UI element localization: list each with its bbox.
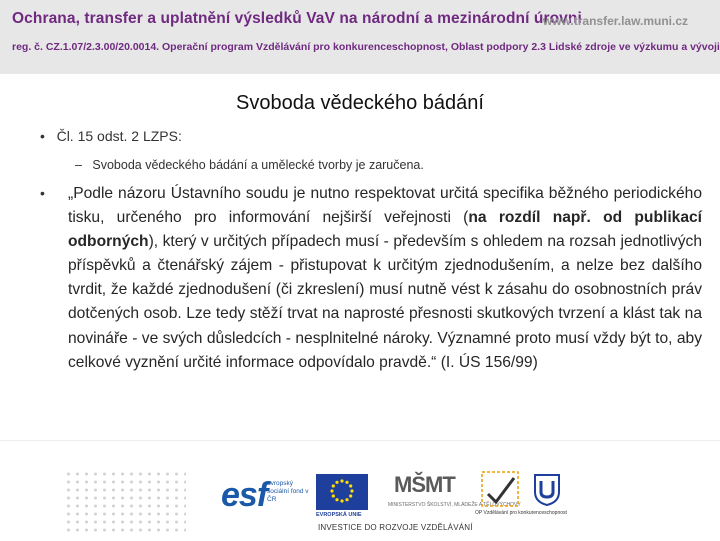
eu-label: EVROPSKÁ UNIE — [316, 512, 362, 518]
eu-stars-icon — [316, 474, 368, 510]
msmt-logo-caption: MINISTERSTVO ŠKOLSTVÍ, MLÁDEŽE A TĚLOVÝCHOVY — [388, 502, 521, 508]
muni-logo-icon — [532, 472, 562, 506]
esf-logo-caption: evropský sociální fond v ČR — [267, 480, 309, 503]
bullet-1-text: Čl. 15 odst. 2 LZPS: — [56, 128, 182, 144]
esf-logo-text: esf — [221, 476, 268, 514]
dash-icon: – — [75, 158, 82, 172]
msmt-logo-text: MŠMT — [394, 472, 455, 497]
bullet-item-1 — [40, 128, 182, 144]
esf-logo — [221, 468, 311, 516]
sub-bullet-1-text: Svoboda vědeckého bádání a umělecké tvorby je zaručena. — [92, 158, 424, 172]
decorative-dots — [64, 470, 186, 532]
investice-slogan: INVESTICE DO ROZVOJE VZDĚLÁVÁNÍ — [318, 523, 473, 532]
quote-part-2: ), který v určitých případech musí - především s ohledem na rozsah jednotlivých příspěvků a čtenářský zájem - přistupovat k určitým zjednodušením, a nelze bez dalšího tvrdit, že každé zjednodušení (či zkreslení) musí nutně vést k zásahu do osobnostních práv dotčených osob. Lze tedy stěží trvat na naprosté přesnosti skutkových tvrzení a klást tak na novináře - ve svých důsledcích - nesplnitelné nároky. Významné proto musí vždy být to, aby celkové vyznění určité informace odpovídalo pravdě.“ (I. ÚS 156/99) — [68, 233, 702, 371]
header-bar — [0, 0, 720, 74]
op-vk-logo-icon — [478, 470, 524, 510]
slide-title: Svoboda vědeckého bádání — [236, 92, 484, 114]
msmt-logo — [388, 468, 521, 514]
bullet-2-quote — [68, 182, 702, 375]
sub-bullet-1 — [75, 158, 424, 172]
op-vk-label: OP Vzdělávání pro konkurenceschopnost — [475, 510, 567, 516]
project-registration: reg. č. CZ.1.07/2.3.00/20.0014. Operační program Vzdělávání pro konkurenceschopnost, Oblast podpory 2.3 Lidské zdroje ve výzkumu a vývoji — [12, 41, 720, 53]
eu-flag-icon — [316, 474, 368, 510]
quote-bold-part: na rozdíl např. od publikací odborných — [68, 209, 702, 251]
bullet-icon: • — [40, 128, 45, 144]
project-url[interactable]: www.transfer.law.muni.cz — [542, 14, 688, 28]
quote-part-1: „Podle názoru Ústavního soudu je nutno respektovat určitá specifika běžného periodického tisku, určeného pro informování nejširší veřejnosti ( — [68, 185, 702, 227]
bullet-icon: • — [40, 185, 45, 201]
project-title: Ochrana, transfer a uplatnění výsledků VaV na národní a mezinárodní úrovni — [12, 10, 582, 27]
